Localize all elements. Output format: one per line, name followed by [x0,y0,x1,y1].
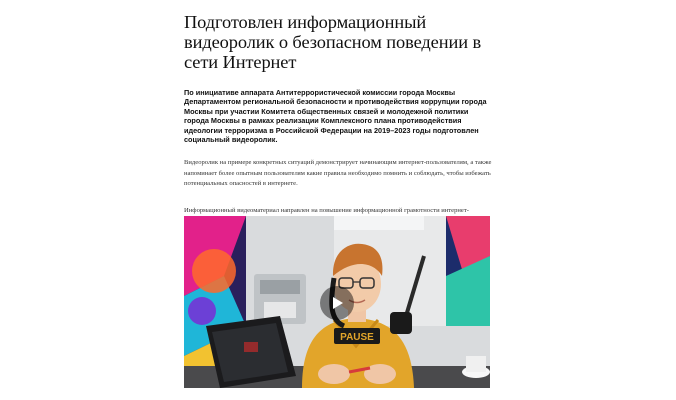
play-icon [330,296,344,310]
article-paragraph: Видеоролик на примере конкретных ситуаций демонстрирует начинающим интернет-пользователям, а также напоминает более опытным пользователям какие правила необходимо помнить и соблюдать, чтобы избежать потенциальных опасностей в интернете. [184,159,492,188]
article-lead: По инициативе аппарата Антитеррористической комиссии города Москвы Департаментом региональной безопасности и противодействия коррупции города Москвы при участии Комитета общественных связей и молодежной политики города Москвы в рамках реализации Комплексного плана противодействия идеологии терроризма в Российской Федерации на 2019–2023 годы подготовлен социальный видеоролик. [184,88,487,145]
video-player[interactable] [184,216,490,388]
article-paragraph: Информационный видеоматериал направлен на повышение информационной грамотности интернет- [184,206,469,214]
article-title: Подготовлен информационный видеоролик о безопасном поведении в сети Интернет [184,12,482,72]
play-button[interactable] [320,286,354,320]
shirt-print: PAUSE [340,332,374,343]
